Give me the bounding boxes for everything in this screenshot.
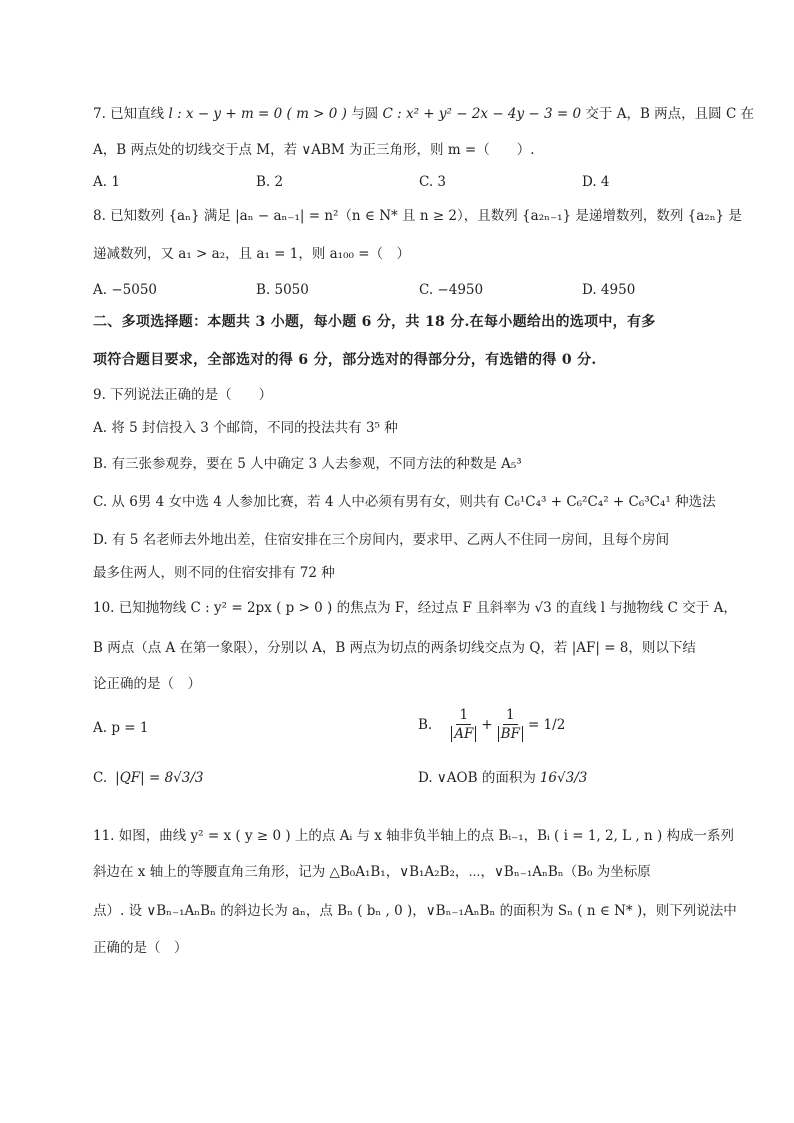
q8-line2: 递减数列，又 a₁ > a₂，且 a₁ = 1，则 a₁₀₀ =（ ） (93, 246, 411, 262)
q10-line3: 论正确的是（ ） (93, 676, 201, 692)
q7-text: 与圆 (351, 106, 379, 122)
q7-line-equation: l : x − y + m = 0 ( m > 0 ) (164, 106, 352, 122)
q10-option-b-label: B. (418, 716, 433, 733)
q10-option-c-label: C. (93, 770, 108, 786)
q7-option-d: D. 4 (582, 174, 610, 190)
q8-option-c: C. −4950 (419, 282, 484, 298)
q9-option-a: A. 将 5 封信投入 3 个邮筒，不同的投法共有 3⁵ 种 (93, 420, 398, 436)
q10-option-d-expr: 16√3/3 (539, 770, 588, 786)
q10-option-a: A. p = 1 (93, 720, 149, 736)
q10-fraction-af: $\frac{1}{AF}$ (448, 706, 479, 743)
q11-line3: 点）. 设 ∨Bₙ₋₁AₙBₙ 的斜边长为 aₙ，点 Bₙ ( bₙ , 0 )，∨Bₙ₋₁AₙBₙ 的面积为 Sₙ ( n ∈ N* )，则下列说法中 (93, 903, 737, 919)
q9-option-d-line2: 最多住两人，则不同的住宿安排有 72 种 (93, 565, 335, 581)
q10-option-c-expr: |QF| = 8√3/3 (115, 770, 204, 786)
q10-option-d (418, 768, 587, 788)
q10-option-b: B. $\frac{1}{AF}$ + $\frac{1}{BF}$ = 1/2 (418, 707, 566, 742)
q11-line4: 正确的是（ ） (93, 940, 188, 956)
q9-option-c: C. 从 6男 4 女中选 4 人参加比赛，若 4 人中必须有男有女，则共有 C₆¹C₄³ + C₆²C₄² + C₆³C₄¹ 种选法 (93, 494, 716, 510)
q7-text: 交于 A，B 两点，且圆 C 在 (585, 106, 755, 122)
q11-line1: 11. 如图，曲线 y² = x ( y ≥ 0 ) 上的点 Aᵢ 与 x 轴非负半轴上的点 Bᵢ₋₁，Bᵢ ( i = 1, 2, L , n ) 构成一系列 (93, 828, 735, 844)
q7-line1 (93, 104, 754, 124)
q9-stem: 9. 下列说法正确的是（ ） (93, 387, 273, 403)
q8-line1: 8. 已知数列 {aₙ} 满足 |aₙ − aₙ₋₁| = n²（n ∈ N* 且 n ≥ 2），且数列 {a₂ₙ₋₁} 是递增数列，数列 {a₂ₙ} 是 (93, 208, 742, 224)
q10-option-d-label: D. ∨AOB 的面积为 (418, 770, 536, 786)
q10-line1: 10. 已知抛物线 C : y² = 2px ( p > 0 ) 的焦点为 F，经过点 F 且斜率为 √3 的直线 l 与抛物线 C 交于 A， (93, 600, 737, 616)
q9-option-d-line1: D. 有 5 名老师去外地出差，住宿安排在三个房间内，要求甲、乙两人不住同一房间，且每个房间 (93, 532, 670, 548)
q9-option-b: B. 有三张参观券，要在 5 人中确定 3 人去参观，不同方法的种数是 A₅³ (93, 456, 522, 472)
q8-option-d: D. 4950 (582, 282, 636, 298)
q7-option-a: A. 1 (93, 174, 120, 190)
q7-option-c: C. 3 (419, 174, 447, 190)
section2-heading-line2: 项符合题目要求，全部选对的得 6 分，部分选对的得部分分，有选错的得 0 分. (93, 352, 597, 368)
q10-option-c (93, 768, 203, 788)
q7-text: 7. 已知直线 (93, 106, 165, 122)
q10-option-b-result: = 1/2 (527, 716, 566, 733)
q8-option-b: B. 5050 (256, 282, 309, 298)
q10-fraction-bf: $\frac{1}{BF}$ (495, 706, 526, 743)
q7-line2: A，B 两点处的切线交于点 M，若 ∨ABM 为正三角形，则 m =（ ）. (93, 142, 535, 158)
q10-line2: B 两点（点 A 在第一象限），分别以 A，B 两点为切点的两条切线交点为 Q，若 |AF| = 8，则以下结 (93, 640, 696, 656)
q8-option-a: A. −5050 (93, 282, 157, 298)
q7-option-b: B. 2 (256, 174, 284, 190)
q7-circle-equation: C : x² + y² − 2x − 4y − 3 = 0 (378, 106, 586, 122)
section2-heading-line1: 二、多项选择题：本题共 3 小题，每小题 6 分，共 18 分.在每小题给出的选项中，有多 (93, 314, 656, 330)
q11-line2: 斜边在 x 轴上的等腰直角三角形，记为 △B₀A₁B₁，∨B₁A₂B₂，⋯，∨Bₙ₋₁AₙBₙ（B₀ 为坐标原 (93, 864, 651, 880)
